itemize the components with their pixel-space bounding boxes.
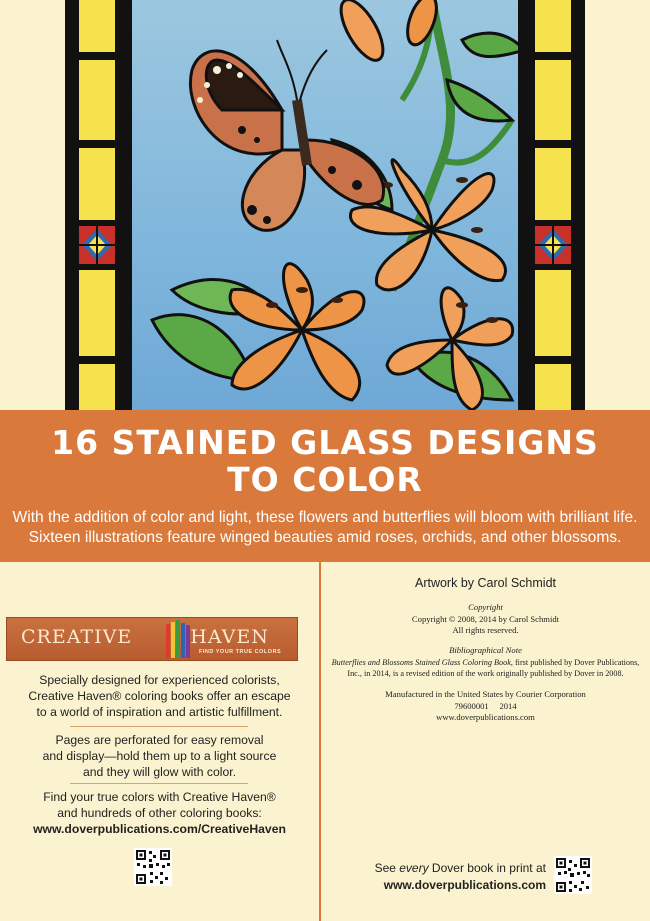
intro-paragraph [0,672,319,720]
copyright-heading: Copyright [468,602,503,612]
perforated-paragraph [0,732,319,780]
cover-artwork [0,0,650,410]
footer-line: See every Dover book in print at [374,861,546,875]
book-description-line-1: With the addition of color and light, these flowers and butterflies will bloom with brilliant life. [12,509,638,526]
perforated-line-2: and display—hold them up to a light source [42,749,277,763]
note-line-1: Butterflies and Blossoms Stained Glass Coloring Book, first published by Dover Publications, [331,657,640,667]
isbn-line: 79600001 2014 [454,700,517,711]
book-description [0,508,650,548]
separator-rule [70,783,248,784]
footer-url[interactable]: www.doverpublications.com [383,878,546,892]
creative-haven-logo [6,617,298,661]
logo-word-haven: HAVEN [190,626,269,648]
bibliographical-note-block [321,645,650,680]
intro-line-3: to a world of inspiration and artistic fulfillment. [36,705,283,719]
artwork-credit: Artwork by Carol Schmidt [414,576,556,590]
perforated-line-1: Pages are perforated for easy removal [55,733,264,747]
book-description-line-2: Sixteen illustrations feature winged beauties amid roses, orchids, and other blossoms. [28,529,622,546]
note-line-2: Inc., in 2014, is a revised edition of the work originally published by Dover in 2008. [347,669,624,678]
right-diamond-pattern-icon [535,226,571,264]
creative-haven-url[interactable]: www.doverpublications.com/CreativeHaven [33,822,286,836]
left-back-panel [0,562,319,921]
book-title-line-2: TO COLOR [227,460,423,499]
manufacturing-block [321,689,650,724]
find-colors-paragraph [0,789,319,837]
find-colors-line-1: Find your true colors with Creative Haven® [43,790,276,804]
publisher-url[interactable]: www.doverpublications.com [436,712,535,722]
logo-word-creative: CREATIVE [21,626,133,648]
butterfly-lily-illustration [132,0,521,410]
copyright-line-2: All rights reserved. [452,625,519,635]
dover-footer [375,860,546,894]
intro-line-1: Specially designed for experienced colorists, [39,673,280,687]
right-back-panel [321,562,650,921]
qr-code-icon [554,856,592,894]
right-glass-border [527,0,579,410]
copyright-line-1: Copyright © 2008, 2014 by Carol Schmidt [411,613,560,624]
book-title-line-1: 16 STAINED GLASS DESIGNS [51,423,599,462]
separator-rule [70,726,248,727]
note-heading: Bibliographical Note [449,645,522,655]
stained-glass-frame [65,0,585,410]
find-colors-line-2: and hundreds of other coloring books: [57,806,262,820]
copyright-block [321,602,650,637]
manufacturer-line: Manufactured in the United States by Courier Corporation [385,689,586,699]
title-banner [0,410,650,562]
sky-background [129,0,521,410]
logo-tagline: FIND YOUR TRUE COLORS [199,649,282,655]
perforated-line-3: and they will glow with color. [82,765,237,779]
colored-pencils-icon [164,620,194,660]
qr-code-icon [134,848,172,886]
book-title [0,410,650,498]
left-diamond-pattern-icon [79,226,115,264]
intro-line-2: Creative Haven® coloring books offer an escape [28,689,291,703]
left-glass-border [71,0,123,410]
